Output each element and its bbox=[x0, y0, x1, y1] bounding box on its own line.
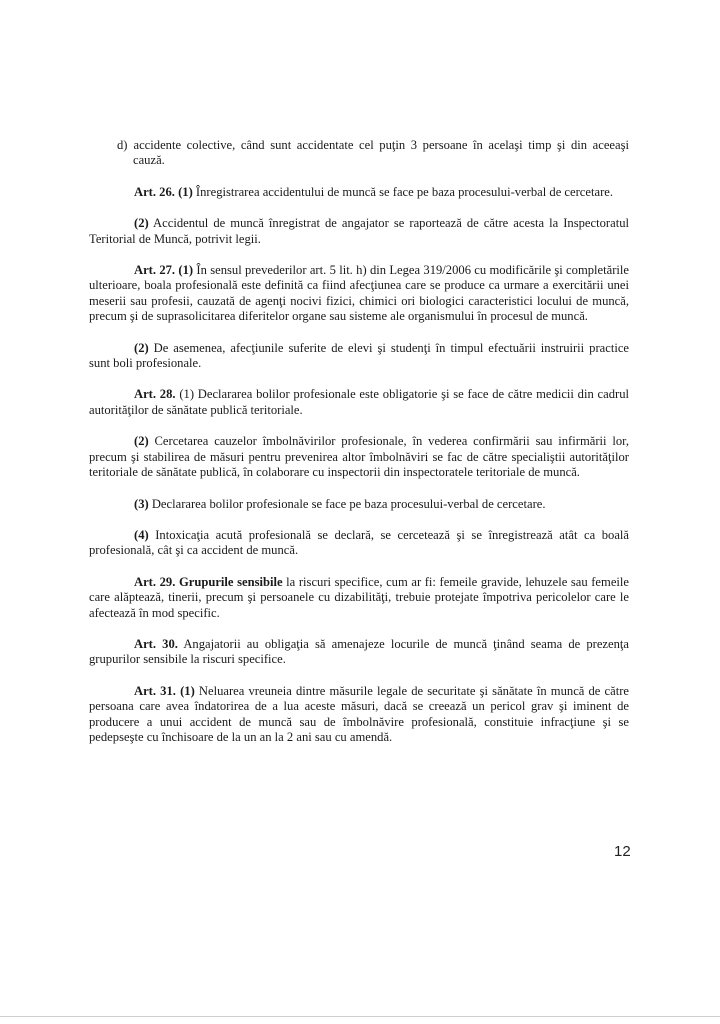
article-31-p1-number: (1) bbox=[180, 683, 195, 698]
article-26-p1-text: Înregistrarea accidentului de muncă se face pe baza procesului-verbal de cercetare. bbox=[192, 184, 614, 199]
article-26-paragraph-1 bbox=[89, 185, 629, 200]
article-27-p1-text: În sensul prevederilor art. 5 lit. h) din Legea 319/2006 cu modificările şi completările ulterioare, boala profesională este definită ca fiind afecţiunea care se produce ca urmare a exercitării unei meserii sau profesii, cauzată de agenţi nocivi fizici, chimici ori biologici caracteristici locului de muncă, precum şi de suprasolicitarea diferitelor organe sau sisteme ale organismului în procesul de muncă. bbox=[89, 263, 629, 324]
article-27-heading: Art. 27. bbox=[134, 263, 176, 278]
article-28-p2-text: Cercetarea cauzelor îmbolnăvirilor profesionale, în vederea confirmării sau infirmării lor, precum şi stabilirea de măsuri pentru prevenirea altor îmbolnăviri se fac de către specialiştii autorităţilor teritoriale de sănătate publică, în colaborare cu inspectorii din inspectoratele teritoriale de muncă. bbox=[89, 434, 629, 480]
article-28-p4-text: Intoxicaţia acută profesională se declară, se cercetează şi se înregistrează atât ca boală profesională, cât şi ca accident de muncă. bbox=[89, 527, 629, 558]
list-item-d bbox=[89, 138, 629, 169]
page-number: 12 bbox=[614, 843, 631, 860]
article-26-p2-text: Accidentul de muncă înregistrat de angajator se raportează de către acesta la Inspectoratul Teritorial de Muncă, potrivit legii. bbox=[89, 216, 629, 246]
article-26-heading: Art. 26. bbox=[134, 184, 175, 199]
article-31-paragraph-1 bbox=[89, 684, 629, 746]
article-26-paragraph-2 bbox=[89, 216, 629, 247]
article-28-p2-number: (2) bbox=[134, 434, 149, 449]
article-27-paragraph-1 bbox=[89, 263, 629, 325]
article-28-paragraph-2 bbox=[89, 434, 629, 480]
document-body bbox=[89, 138, 629, 745]
article-28-heading: Art. 28. bbox=[134, 387, 176, 402]
article-26-p2-number: (2) bbox=[134, 216, 149, 231]
article-27-paragraph-2 bbox=[89, 341, 629, 372]
article-30-text: Angajatorii au obligaţia să amenajeze locurile de muncă ţinând seama de prezenţa grupurilor sensibile la riscuri specifice. bbox=[89, 636, 629, 667]
article-27-p2-number: (2) bbox=[134, 340, 149, 355]
article-28-p3-text: Declararea bolilor profesionale se face pe baza procesului-verbal de cercetare. bbox=[148, 496, 546, 511]
article-26-p1-number: (1) bbox=[178, 184, 193, 199]
article-27-p1-number: (1) bbox=[178, 263, 194, 278]
article-29-bold-term: Grupurile sensibile bbox=[175, 574, 283, 589]
article-30-paragraph bbox=[89, 637, 629, 668]
article-27-p2-text: De asemenea, afecţiunile suferite de elevi şi studenţi în timpul efectuării instruirii practice sunt boli profesionale. bbox=[89, 340, 629, 371]
article-28-p3-number: (3) bbox=[134, 496, 149, 511]
article-28-p1-text: Declararea bolilor profesionale este obligatorie şi se face de către medicii din cadrul autorităţilor de sănătate publică teritoriale. bbox=[89, 387, 629, 417]
page-bottom-divider bbox=[0, 1016, 720, 1017]
article-28-paragraph-3 bbox=[89, 497, 629, 512]
article-28-paragraph-1 bbox=[89, 387, 629, 418]
article-28-paragraph-4 bbox=[89, 528, 629, 559]
article-31-heading: Art. 31. bbox=[134, 683, 176, 698]
article-28-p1-number: (1) bbox=[179, 387, 195, 402]
list-item-text: accidente colective, când sunt accidentate cel puţin 3 persoane în acelaşi timp şi din aceeaşi cauză. bbox=[133, 138, 629, 168]
article-29-heading: Art. 29. bbox=[134, 574, 176, 589]
article-31-p1-text: Neluarea vreuneia dintre măsurile legale de securitate şi sănătate în muncă de către persoana care avea îndatorirea de a lua aceste măsuri, dacă se creează un pericol grav şi iminent de producere a unui accident de muncă sau de îmbolnăvire profesională, constituie infracţiune şi se pedepseşte cu închisoare de la un an la 2 ani sau cu amendă. bbox=[89, 683, 630, 744]
list-item-label: d) bbox=[117, 138, 128, 152]
article-29-text: la riscuri specifice, cum ar fi: femeile gravide, lehuzele sau femeile care alăptează, tinerii, precum şi persoanele cu dizabilităţi, trebuie protejate împotriva pericolelor care le afectează în mod specific. bbox=[89, 574, 629, 620]
article-30-heading: Art. 30. bbox=[134, 636, 178, 651]
article-28-p4-number: (4) bbox=[134, 527, 149, 542]
article-29-paragraph bbox=[89, 575, 629, 621]
